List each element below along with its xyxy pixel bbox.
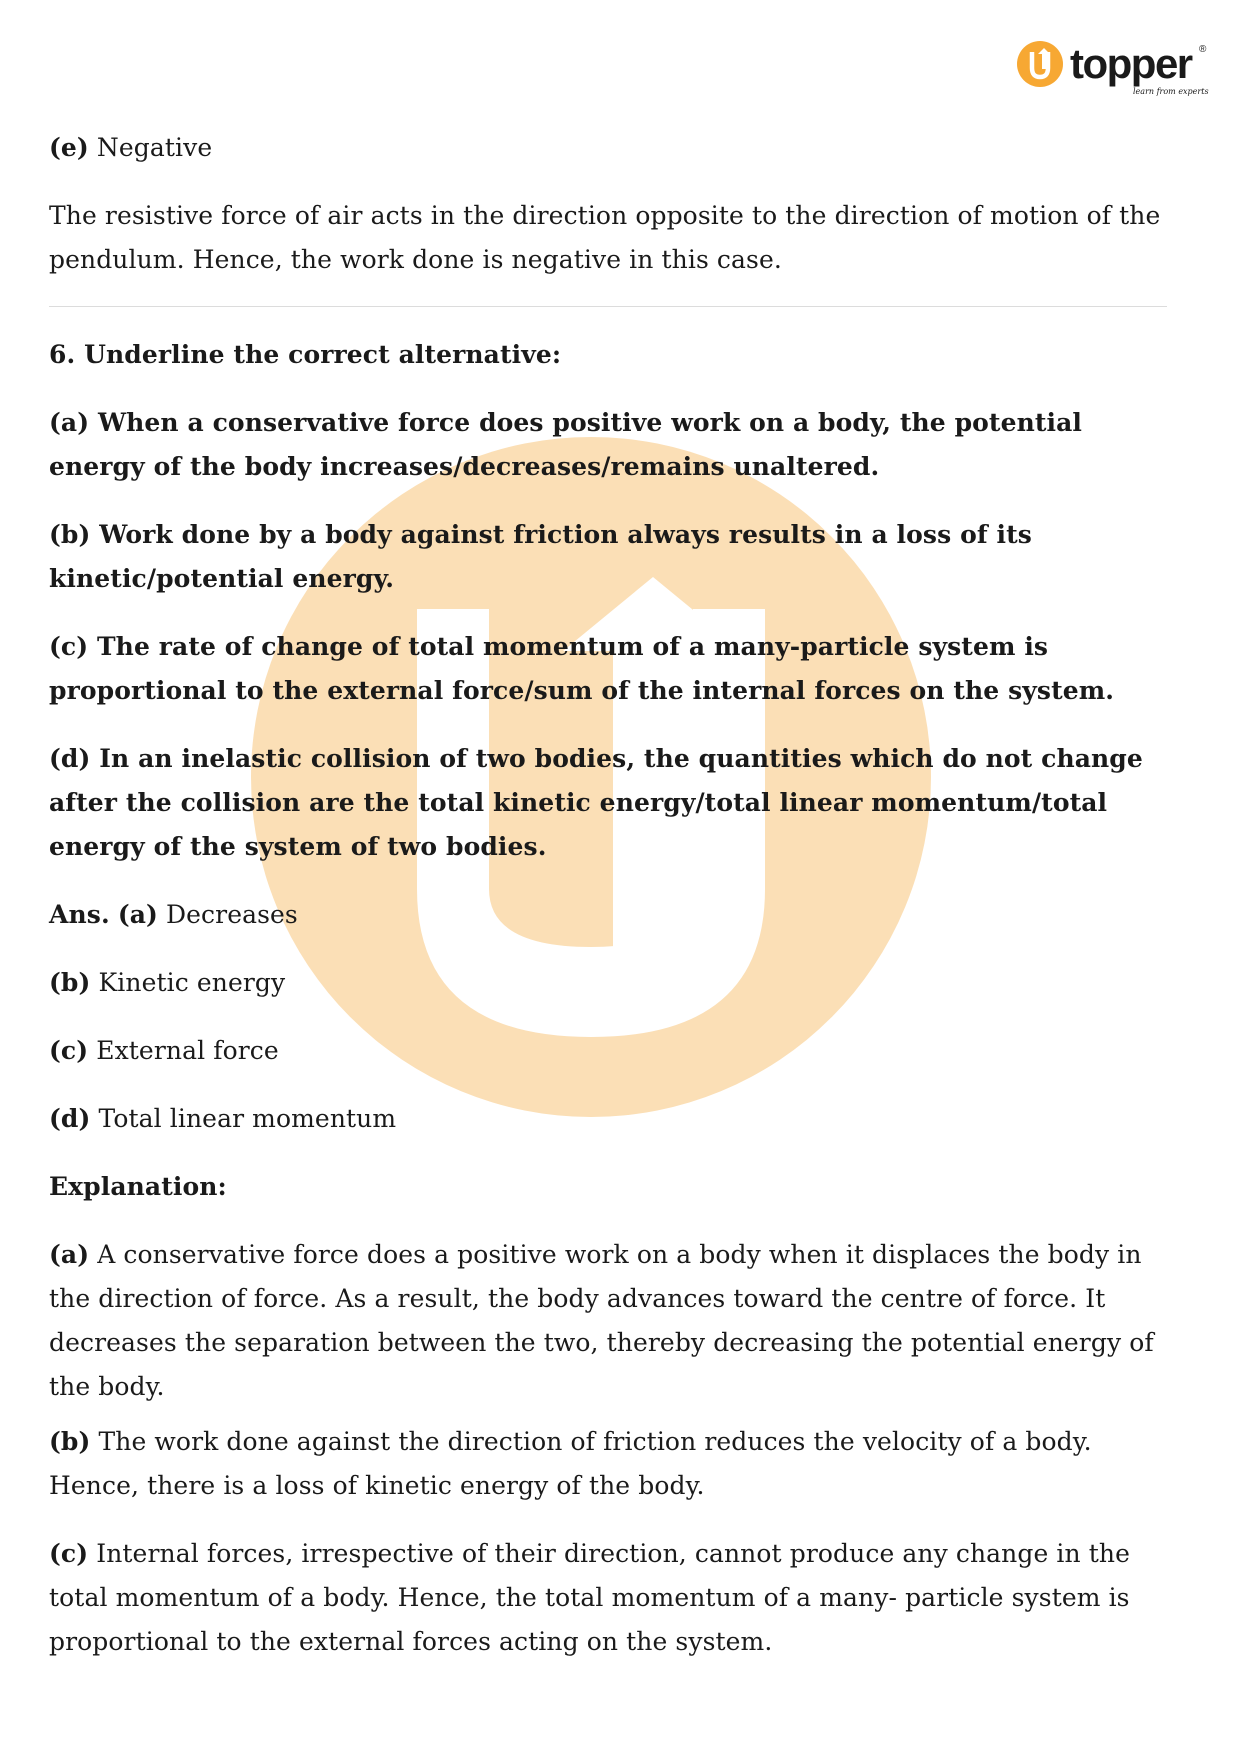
answer-d: (d) Total linear momentum	[49, 1104, 397, 1133]
topper-tagline: learn from experts	[1133, 87, 1209, 96]
answer-b: (b) Kinetic energy	[49, 968, 286, 997]
explanation-a: (a) A conservative force does a positive work on a body when it displaces the body in the direction of force. As a result, the body advances toward the centre of force. It decreases the separation between the two, thereby decreasing the potential energy of the body.	[49, 1240, 1154, 1401]
answer-a: Ans. (a) Decreases	[49, 900, 298, 929]
question-6-part-d: (d) In an inelastic collision of two bodies, the quantities which do not change after the collision are the total kinetic energy/total linear momentum/total energy of the system of two bodies.	[49, 744, 1143, 861]
answer-c: (c) External force	[49, 1036, 279, 1065]
explanation-c: (c) Internal forces, irrespective of their direction, cannot produce any change in the total momentum of a body. Hence, the total momentum of a many- particle system is proportional to the external forces acting on the system.	[49, 1539, 1130, 1656]
answer-e-explanation: The resistive force of air acts in the direction opposite to the direction of motion of the pendulum. Hence, the work done is negative in this case.	[49, 201, 1161, 274]
topper-logo-mark	[1017, 41, 1063, 87]
question-6-part-b: (b) Work done by a body against friction always results in a loss of its kinetic/potential energy.	[49, 520, 1032, 593]
topper-logo[interactable]	[1016, 38, 1212, 102]
explanation-heading: Explanation:	[49, 1172, 227, 1201]
explanation-b: (b) The work done against the direction of friction reduces the velocity of a body. Hence, there is a loss of kinetic energy of the body.	[49, 1427, 1092, 1500]
answer-e: (e) Negative	[49, 133, 213, 162]
registered-mark: ®	[1199, 44, 1207, 55]
question-6-part-c: (c) The rate of change of total momentum of a many-particle system is proportional to the external force/sum of the internal forces on the system.	[49, 632, 1115, 705]
section-divider	[49, 306, 1167, 307]
question-6-part-a: (a) When a conservative force does positive work on a body, the potential energy of the body increases/decreases/remains unaltered.	[49, 408, 1082, 481]
topper-wordmark: topper	[1070, 40, 1192, 87]
question-6-title: 6. Underline the correct alternative:	[49, 340, 562, 369]
page-content	[49, 126, 1169, 1688]
